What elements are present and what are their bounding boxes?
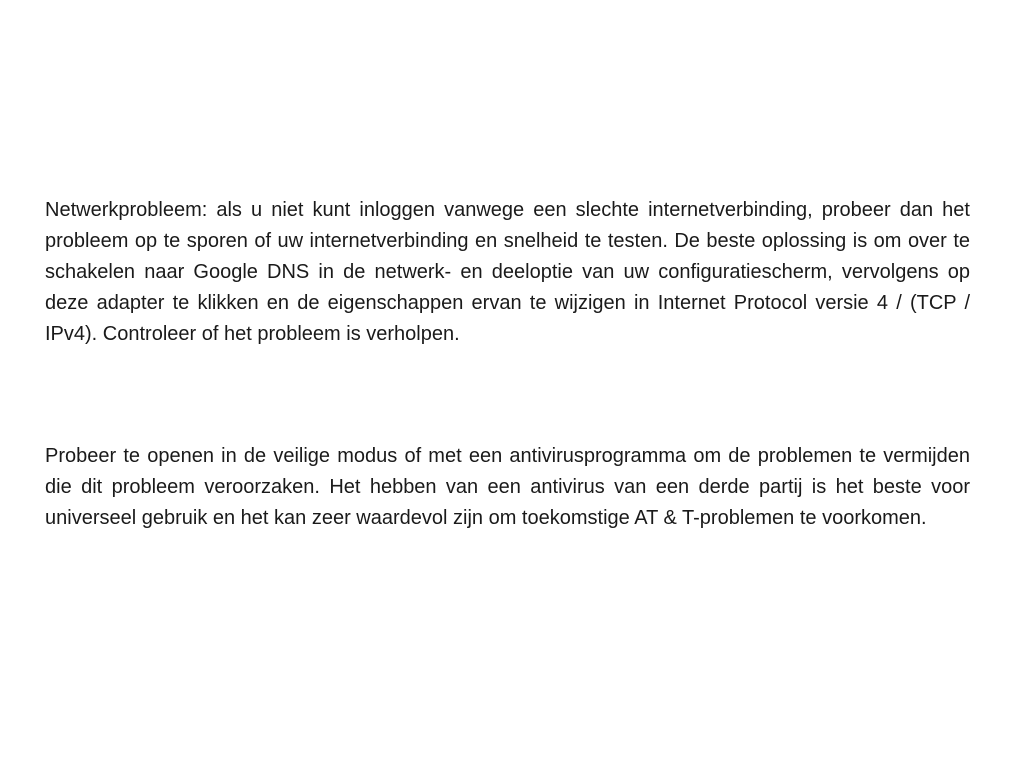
- paragraph-network-problem: Netwerkprobleem: als u niet kunt inloggen vanwege een slechte internetverbinding, probeer dan het probleem op te sporen of uw internetverbinding en snelheid te testen. De beste oplossing is om over te schakelen naar Google DNS in de netwerk- en deeloptie van uw configuratiescherm, vervolgens op deze adapter te klikken en de eigenschappen ervan te wijzigen in Internet Protocol versie 4 / (TCP / IPv4). Controleer of het probleem is verholpen.: [45, 199, 970, 345]
- paragraph-safe-mode-antivirus: Probeer te openen in de veilige modus of met een antivirusprogramma om de problemen te vermijden die dit probleem veroorzaken. Het hebben van een antivirus van een derde partij is het beste voor universeel gebruik en het kan zeer waardevol zijn om toekomstige AT & T-problemen te voorkomen.: [45, 445, 970, 529]
